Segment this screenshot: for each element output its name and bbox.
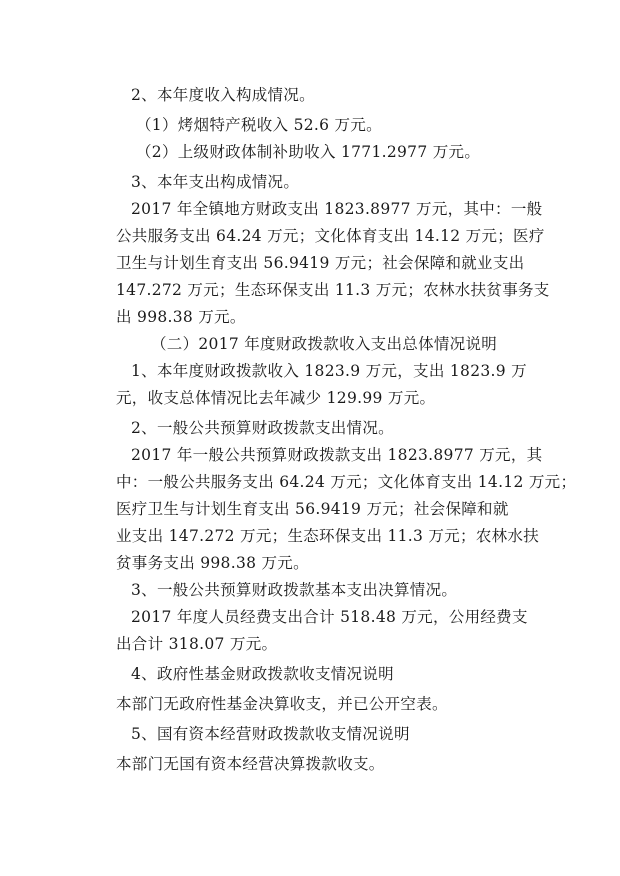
section-heading: （二）2017 年度财政拨款收入支出总体情况说明 [151,335,498,353]
expenditure-composition-heading: 3、本年支出构成情况。 [131,173,300,191]
paragraph-line: 元，收支总体情况比去年减少 129.99 万元。 [116,389,436,407]
paragraph-line: 出合计 318.07 万元。 [116,635,278,653]
paragraph-line: 贫事务支出 998.38 万元。 [116,554,309,572]
paragraph-line: 公共服务支出 64.24 万元；文化体育支出 14.12 万元；医疗 [116,227,545,245]
paragraph-line: 147.272 万元；生态环保支出 11.3 万元；农林水扶贫事务支 [116,281,550,299]
subsection-heading: 5、国有资本经营财政拨款收支情况说明 [131,725,410,743]
subsection-heading: 3、一般公共预算财政拨款基本支出决算情况。 [131,581,458,599]
paragraph-line: 本部门无政府性基金决算收支，并已公开空表。 [116,695,448,713]
tobacco-tax-income: （1）烤烟特产税收入 52.6 万元。 [136,116,382,134]
subsection-heading: 4、政府性基金财政拨款收支情况说明 [131,665,394,683]
paragraph-line: 2017 年度人员经费支出合计 518.48 万元，公用经费支 [131,608,528,626]
subsidy-income: （2）上级财政体制补助收入 1771.2977 万元。 [136,143,481,161]
paragraph-line: 1、本年度财政拨款收入 1823.9 万元，支出 1823.9 万 [131,362,527,380]
paragraph-line: 2017 年全镇地方财政支出 1823.8977 万元，其中：一般 [131,200,543,218]
paragraph-line: 2017 年一般公共预算财政拨款支出 1823.8977 万元，其 [131,446,543,464]
paragraph-line: 出 998.38 万元。 [116,308,246,326]
subsection-heading: 2、一般公共预算财政拨款支出情况。 [131,419,394,437]
paragraph-line: 卫生与计划生育支出 56.9419 万元；社会保障和就业支出 [116,254,525,272]
paragraph-line: 业支出 147.272 万元；生态环保支出 11.3 万元；农林水扶 [116,527,540,545]
paragraph-line: 本部门无国有资本经营决算拨款收支。 [116,755,385,773]
income-composition-heading: 2、本年度收入构成情况。 [131,86,315,104]
paragraph-line: 医疗卫生与计划生育支出 56.9419 万元；社会保障和就 [116,500,509,518]
paragraph-line: 中：一般公共服务支出 64.24 万元；文化体育支出 14.12 万元； [116,473,577,491]
